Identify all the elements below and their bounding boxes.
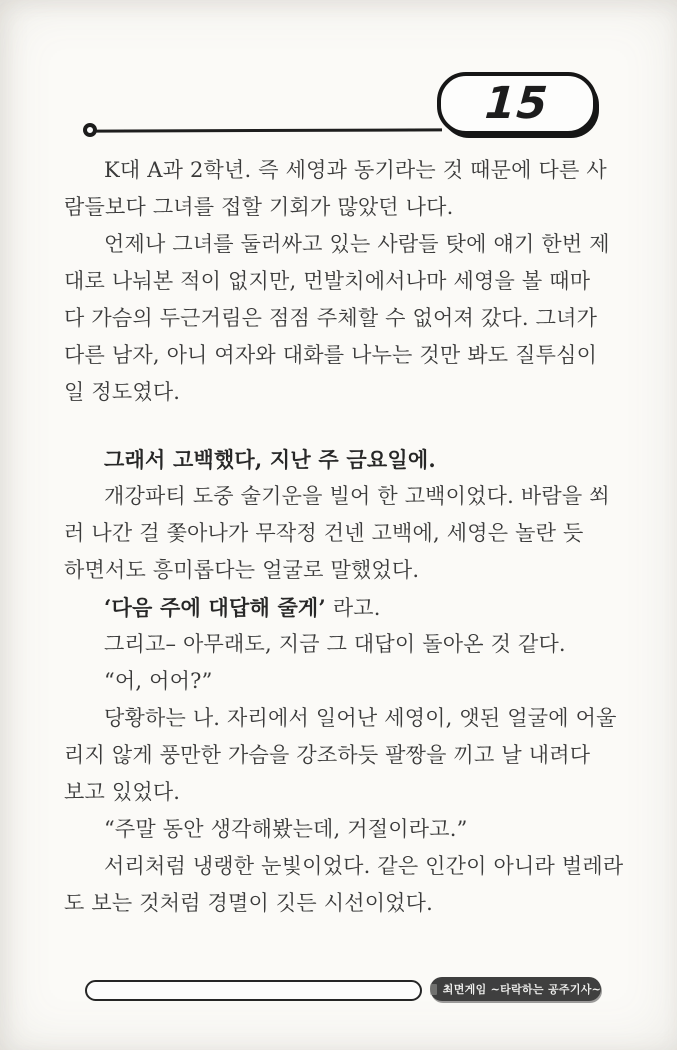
plain-text: 언제나 그녀를 둘러싸고 있는 사람들 탓에 얘기 한번 제: [104, 232, 610, 256]
text-line: [64, 189, 618, 226]
text-line: [64, 663, 618, 700]
plain-text: 그리고– 아무래도, 지금 그 대답이 돌아온 것 같다.: [104, 632, 566, 656]
text-line: [64, 848, 624, 885]
series-badge: [430, 977, 601, 1001]
series-title: 최면게임 ~타락하는 공주기사~: [442, 983, 602, 996]
ring-icon: [83, 123, 97, 137]
plain-text: 라고.: [325, 596, 381, 620]
text-line: [64, 263, 618, 300]
text-line: [64, 300, 618, 337]
body-text: [64, 152, 624, 922]
plain-text: K대 A과 2학년. 즉 세영과 동기라는 것 때문에 다른 사: [104, 158, 607, 182]
plain-text: “주말 동안 생각해봤는데, 거절이라고.”: [104, 817, 468, 841]
text-line: [64, 737, 618, 774]
text-line: [64, 226, 618, 263]
text-line: [64, 152, 618, 189]
text-line: [64, 885, 618, 922]
text-line: [64, 515, 618, 552]
plain-text: 하면서도 흥미롭다는 얼굴로 말했었다.: [64, 558, 420, 582]
text-line: [64, 552, 618, 589]
plain-text: 다 가슴의 두근거림은 점점 주체할 수 없어져 갔다. 그녀가: [64, 306, 598, 330]
page-number: 15: [483, 77, 551, 129]
plain-text: 일 정도였다.: [64, 380, 181, 404]
header-rule: [96, 128, 442, 132]
text-line: [64, 626, 618, 663]
plain-text: “어, 어어?”: [104, 669, 213, 693]
plain-text: 러 나간 걸 쫓아나가 무작정 건넨 고백에, 세영은 놀란 듯: [64, 521, 584, 545]
plain-text: 당황하는 나. 자리에서 일어난 세영이, 앳된 얼굴에 어울: [104, 706, 617, 730]
text-line: [64, 589, 618, 626]
plain-text: 대로 나눠본 적이 없지만, 먼발치에서나마 세영을 볼 때마: [64, 269, 591, 293]
emphasized-text: ‘다음 주에 대답해 줄게’: [104, 595, 326, 620]
plain-text: 개강파티 도중 술기운을 빌어 한 고백이었다. 바람을 쐬: [104, 484, 610, 508]
plain-text: 보고 있었다.: [64, 780, 181, 804]
plain-text: 람들보다 그녀를 접할 기회가 많았던 나다.: [64, 195, 454, 219]
page-marker-icon: [430, 984, 437, 995]
blank-line: [64, 411, 618, 441]
footer-pill: [85, 980, 422, 1001]
plain-text: 서리처럼 냉랭한 눈빛이었다. 같은 인간이 아니라 벌레라: [104, 854, 624, 878]
text-line: [64, 774, 618, 811]
text-line: [64, 374, 618, 411]
text-line: [64, 700, 618, 737]
plain-text: 도 보는 것처럼 경멸이 깃든 시선이었다.: [64, 891, 434, 915]
plain-text: 다른 남자, 아니 여자와 대화를 나누는 것만 봐도 질투심이: [64, 343, 598, 367]
text-line: [64, 811, 618, 848]
emphasized-text: 그래서 고백했다, 지난 주 금요일에.: [104, 447, 436, 472]
page-number-pill: [437, 72, 597, 135]
text-line: [64, 441, 618, 478]
plain-text: 리지 않게 풍만한 가슴을 강조하듯 팔짱을 끼고 날 내려다: [64, 743, 591, 767]
text-line: [64, 478, 618, 515]
text-line: [64, 337, 618, 374]
